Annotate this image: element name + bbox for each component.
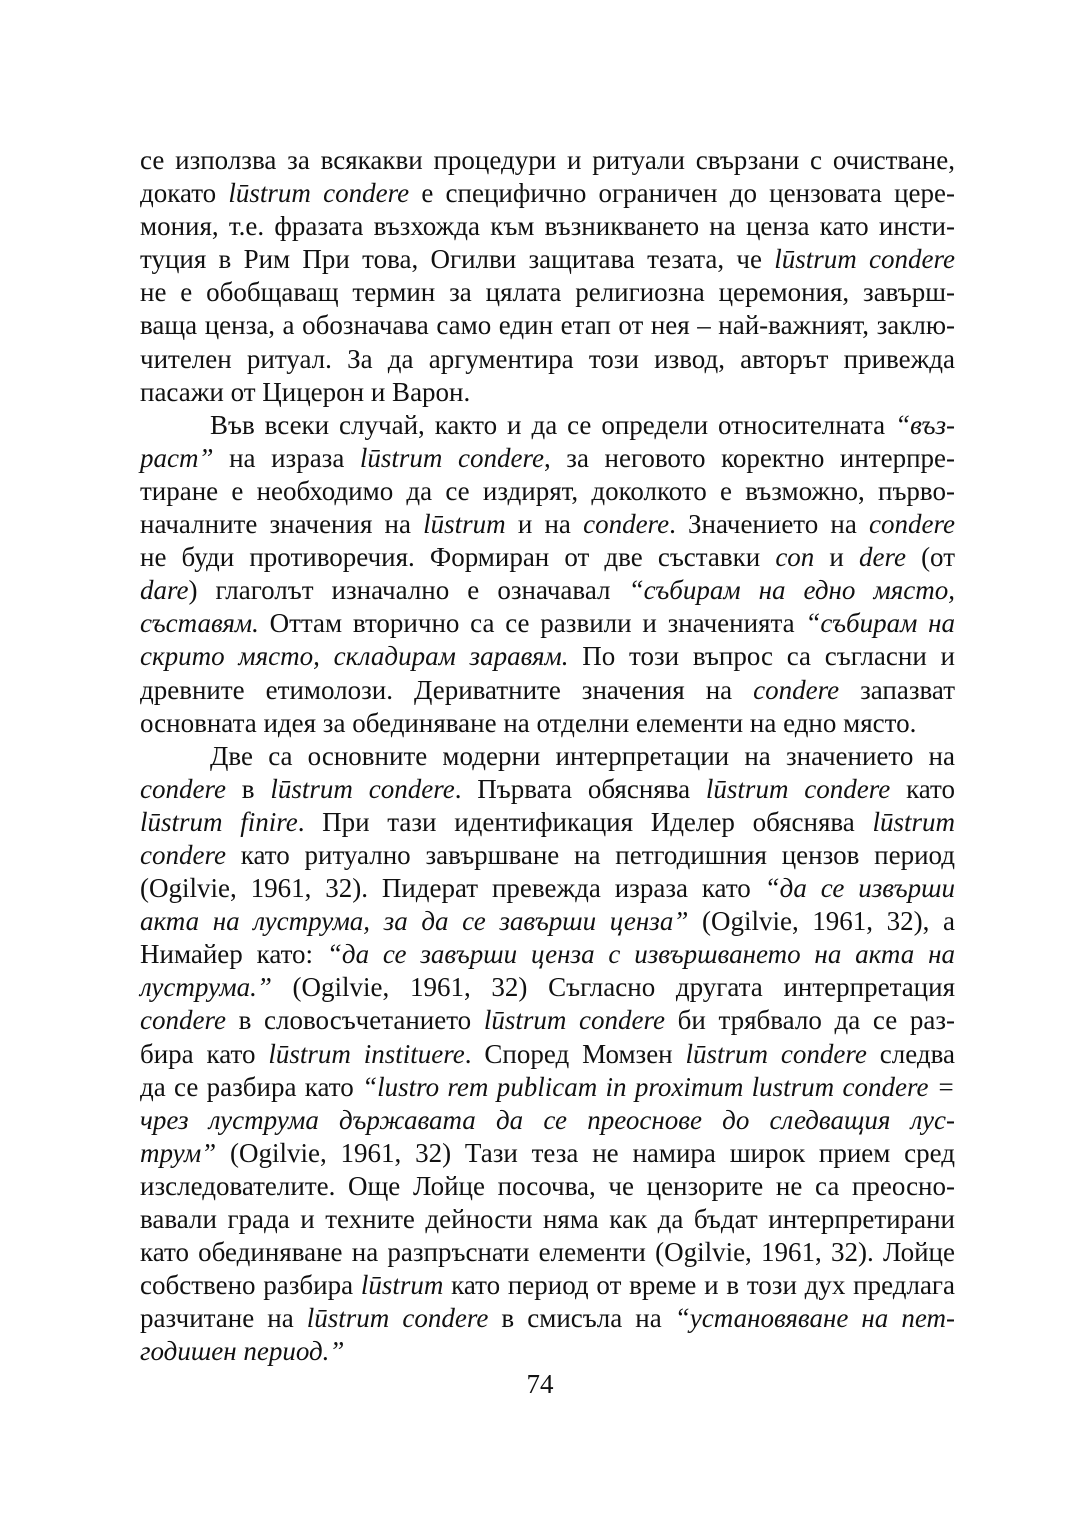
text-segment: като ритуално завършване на петгодишния цензов период — [225, 839, 955, 870]
text-segment: не буди противоречия. Формиран от две съставки — [140, 542, 776, 573]
page-number: 74 — [526, 1369, 554, 1399]
text-segment: туция в Рим При това, Огилви защитава тезата, че — [140, 244, 775, 275]
text-line — [140, 1335, 955, 1368]
italic-text: condere — [140, 773, 226, 804]
text-line — [140, 1302, 955, 1335]
text-segment: е специфично ограничен до цензовата цере- — [409, 178, 955, 209]
text-segment: да се разбира като — [140, 1071, 363, 1102]
italic-text: луструма.” — [140, 972, 272, 1003]
italic-text: condere — [869, 509, 955, 540]
text-segment: (Ogilvie, 1961, 32) Тази теза не намира широк прием сред — [216, 1137, 955, 1168]
text-line — [140, 541, 955, 574]
italic-text: скрито място, складирам заравям. — [140, 641, 569, 672]
italic-text: condere — [583, 509, 670, 540]
text-line — [140, 376, 955, 409]
text-line — [140, 1038, 955, 1071]
text-segment: запазват — [839, 674, 955, 705]
text-segment: началните значения на — [140, 509, 424, 540]
text-segment: и — [814, 542, 859, 573]
italic-text: lūstrum — [423, 509, 506, 540]
text-line — [140, 674, 955, 707]
text-segment: (Ogilvie, 1961, 32) Съгласно другата интерпретация — [271, 972, 955, 1003]
italic-text: dare — [140, 575, 189, 606]
text-segment: на израза — [213, 442, 360, 473]
italic-text: lūstrum condere — [359, 442, 544, 473]
italic-text: condere — [753, 674, 840, 705]
text-segment: (Ogilvie, 1961, 32), а — [688, 906, 956, 937]
italic-text: “събирам на едно място, — [628, 575, 955, 606]
text-segment: се използва за всякакви процедури и ритуали свързани с очистване, — [140, 145, 955, 175]
text-segment: . Първата обяснява — [454, 773, 706, 804]
text-line — [140, 1004, 955, 1037]
italic-text: lūstrum condere — [685, 1038, 867, 1069]
text-line — [140, 1269, 955, 1302]
text-segment: като обединяване на разпръснати елементи (Ogilvie, 1961, 32). Лойце — [140, 1237, 955, 1268]
italic-text: “събирам на — [805, 608, 955, 639]
text-line — [140, 210, 955, 243]
text-segment: като — [890, 773, 956, 804]
text-line — [140, 1203, 955, 1236]
text-line — [140, 144, 955, 177]
italic-text: dere — [858, 542, 906, 573]
text-segment: вавали града и техните дейности няма как да бъдат интерпретирани — [140, 1204, 955, 1234]
text-segment: (от — [905, 542, 955, 573]
text-segment: , за неговото коректно интерпре- — [543, 442, 955, 473]
italic-text: lūstrum finire — [140, 806, 298, 837]
text-segment: . При тази идентификация Иделер обяснява — [297, 806, 873, 837]
text-line — [140, 1170, 955, 1203]
text-line — [140, 971, 955, 1004]
italic-text: lūstrum condere — [270, 773, 455, 804]
text-segment: собствено разбира — [140, 1270, 361, 1301]
text-line — [140, 607, 955, 640]
text-line — [140, 442, 955, 475]
text-line — [140, 276, 955, 309]
text-segment: древните етимолози. Дериватните значения на — [140, 674, 754, 705]
italic-text: съставям. — [140, 608, 259, 639]
text-segment: По този въпрос са съгласни и — [568, 641, 956, 672]
text-segment: докато — [140, 178, 229, 209]
text-segment: . Значението на — [669, 509, 870, 540]
body-text — [140, 144, 955, 1368]
text-segment: в — [225, 773, 271, 804]
text-segment: би трябвало да се раз- — [664, 1005, 956, 1036]
text-line — [140, 309, 955, 342]
text-segment: чителен ритуал. За да аргументира този извод, авторът привежда — [140, 343, 955, 374]
italic-text: lūstrum — [360, 1270, 444, 1301]
italic-text: lūstrum condere — [228, 178, 410, 209]
text-segment: като период от време и в този дух предлага — [443, 1270, 955, 1301]
italic-text: lūstrum condere — [306, 1303, 489, 1334]
text-segment: ваща ценза, а обозначава само един етап от нея – най-важният, заклю- — [140, 310, 955, 341]
italic-text: “да се завърши ценза с извършването на акта на — [326, 939, 955, 970]
text-line — [140, 1137, 955, 1170]
text-segment: в словосъчетанието — [225, 1005, 484, 1036]
italic-text: чрез луструма държавата да се преоснове до следващия лус- — [140, 1104, 955, 1135]
italic-text: lūstrum condere — [774, 244, 955, 275]
text-segment: пасажи от Цицерон и Варон. — [140, 376, 471, 407]
italic-text: “установяване на пет- — [674, 1303, 955, 1334]
italic-text: “да се извърши — [764, 873, 955, 904]
italic-text: condere — [140, 1005, 226, 1036]
text-line — [140, 508, 955, 541]
italic-text: “lustro rem publicam in proximum lustrum condere = — [362, 1071, 955, 1102]
text-line — [140, 243, 955, 276]
text-line — [140, 740, 955, 773]
text-line — [140, 343, 955, 376]
text-line — [140, 409, 955, 442]
text-segment: Във всеки случай, както и да се определи относителната — [210, 409, 896, 440]
italic-text: годишен период.” — [140, 1336, 345, 1367]
italic-text: трум” — [140, 1137, 217, 1168]
italic-text: lūstrum — [872, 806, 955, 837]
italic-text: lūstrum instituere — [268, 1038, 465, 1069]
text-segment: и на — [505, 509, 584, 540]
text-line — [140, 1071, 955, 1104]
italic-text: condere — [140, 839, 226, 870]
text-segment: Нимайер като: — [140, 939, 327, 970]
text-segment: разчитане на — [140, 1303, 307, 1334]
text-line — [140, 475, 955, 508]
text-line — [140, 938, 955, 971]
text-line — [140, 640, 955, 673]
text-line — [140, 806, 955, 839]
text-line — [140, 574, 955, 607]
text-segment: Две са основните модерни интерпретации на значението на — [210, 740, 955, 771]
text-segment: ) глаголът изначално е означавал — [188, 575, 629, 606]
text-line — [140, 905, 955, 938]
italic-text: lūstrum condere — [483, 1005, 665, 1036]
text-line — [140, 1104, 955, 1137]
text-line — [140, 839, 955, 872]
italic-text: con — [775, 542, 815, 573]
text-segment: (Ogilvie, 1961, 32). Пидерат превежда израза като — [140, 873, 765, 904]
text-line — [140, 773, 955, 806]
text-line — [140, 707, 955, 740]
text-segment: изследователите. Още Лойце посочва, че цензорите не са преосно- — [140, 1170, 955, 1201]
italic-text: акта на луструма, за да се завърши ценза” — [140, 906, 689, 937]
italic-text: lūstrum condere — [705, 773, 891, 804]
text-segment: мония, т.е. фразата възхожда към възникването на ценза като инсти- — [140, 211, 955, 242]
text-segment: тиране е необходимо да се издирят, доколкото е възможно, първо- — [140, 475, 955, 506]
text-segment: не е обобщаващ термин за цялата религиозна церемония, завърш- — [140, 277, 955, 308]
text-line — [140, 177, 955, 210]
italic-text: “въз- — [895, 409, 955, 440]
text-segment: . Според Момзен — [464, 1038, 686, 1069]
text-segment: бира като — [140, 1038, 269, 1069]
text-line — [140, 872, 955, 905]
text-segment: Оттам вторично са се развили и значенията — [258, 608, 806, 639]
text-line — [140, 1236, 955, 1269]
text-segment: основната идея за обединяване на отделни елементи на едно място. — [140, 707, 917, 738]
text-segment: следва — [866, 1038, 955, 1069]
italic-text: раст” — [140, 442, 214, 473]
text-segment: в смисъла на — [488, 1303, 675, 1334]
